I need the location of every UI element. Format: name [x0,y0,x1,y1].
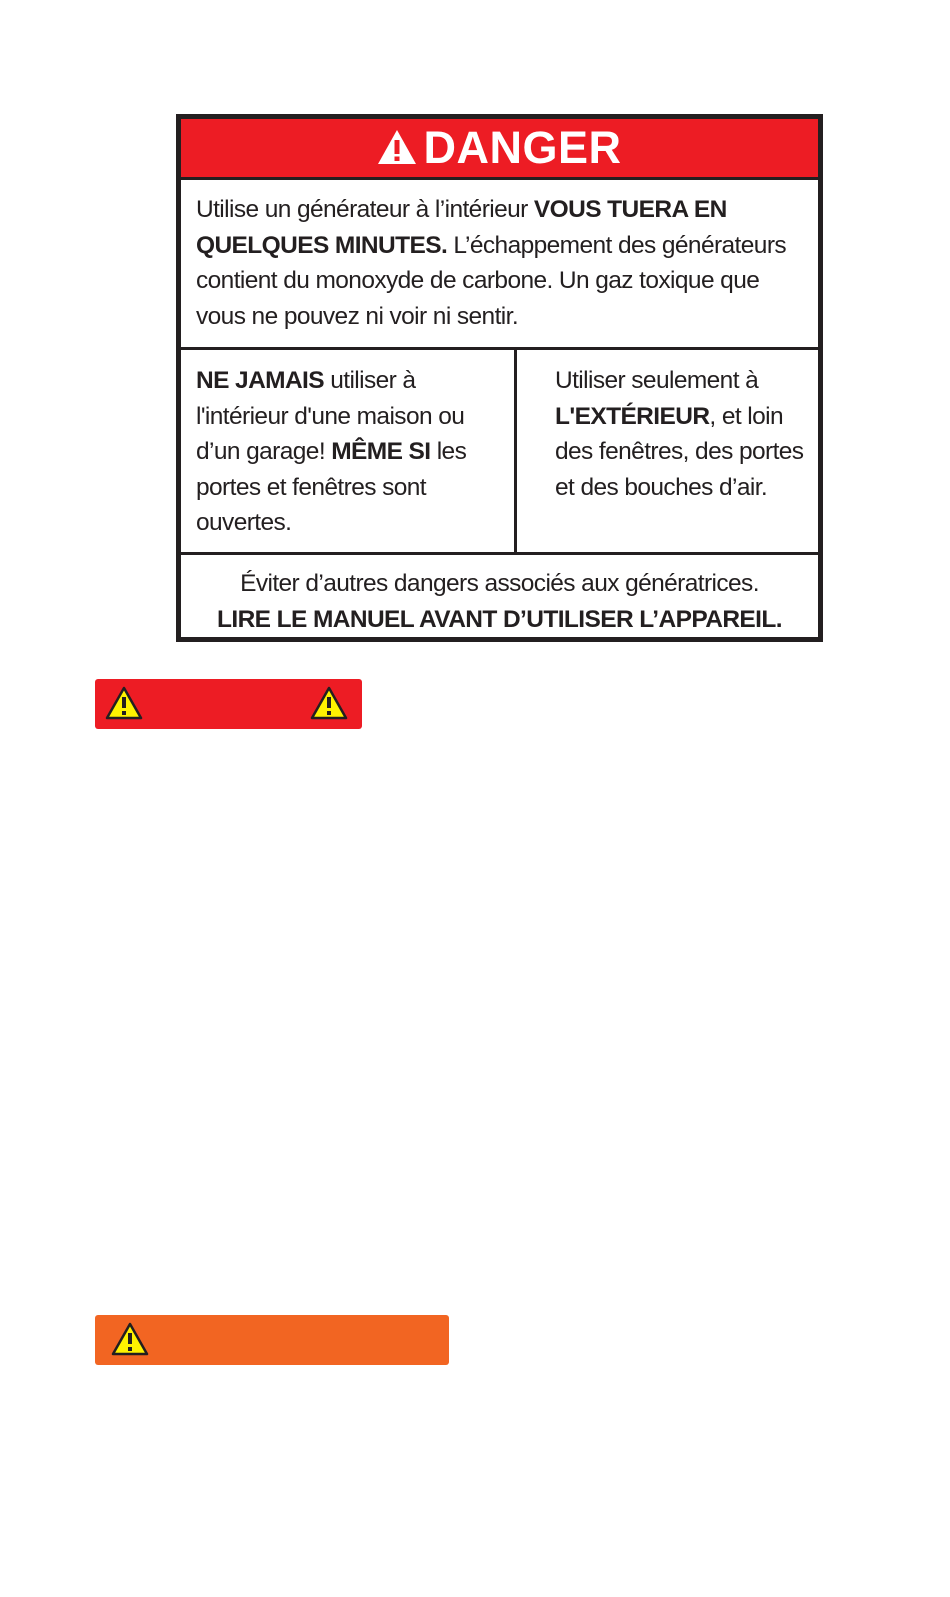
footer-line-2: LIRE LE MANUEL AVANT D’UTILISER L’APPAREIL. [217,605,782,633]
warning-triangle-icon [377,129,417,165]
warning-triangle-icon [310,685,348,721]
danger-header [181,119,818,180]
instruction-columns [181,350,818,555]
footer-text [181,555,818,637]
outdoors-only-text: Utiliser seulement à L'EXTÉRIEUR, et loin des fenêtres, des portes et des bouches d’air. [555,367,804,501]
danger-title: DANGER [423,122,622,173]
danger-label [176,114,823,642]
warning-triangle-icon [111,1321,149,1357]
never-indoors-text: NE JAMAIS utiliser à l'intérieur d'une maison ou d’un garage! MÊME SI les portes et fenêtres sont ouvertes. [181,350,517,552]
danger-bar [95,679,362,729]
warning-bar [95,1315,449,1365]
intro-text: Utilise un générateur à l’intérieur VOUS TUERA EN QUELQUES MINUTES. L’échappement des générateurs contient du monoxyde de carbone. Un gaz toxique que vous ne pouvez ni voir ni sentir. [181,180,818,350]
warning-triangle-icon [105,685,143,721]
footer-line-1: Éviter d’autres dangers associés aux génératrices. [240,570,759,597]
